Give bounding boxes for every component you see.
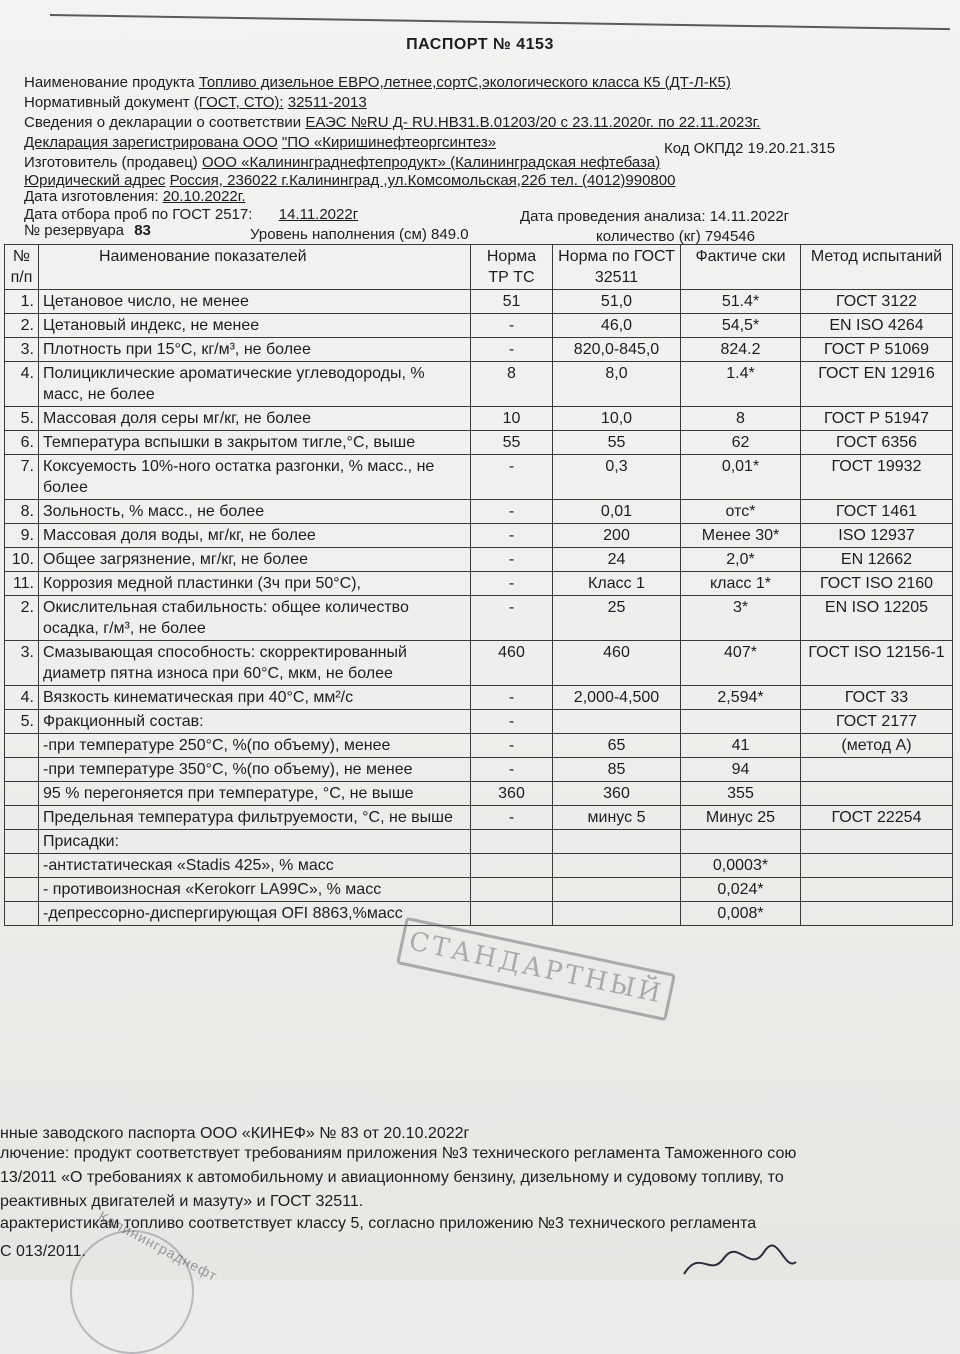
- row-number: 7.: [5, 455, 39, 500]
- row-norm-gost: Класс 1: [553, 572, 681, 596]
- row-number: [5, 830, 39, 854]
- row-test-method: ГОСТ 1461: [801, 500, 953, 524]
- footer-line-6: С 013/2011.: [0, 1243, 86, 1260]
- row-norm-trts: -: [471, 686, 553, 710]
- row-norm-trts: -: [471, 596, 553, 641]
- row-actual-value: 3*: [681, 596, 801, 641]
- declaration-value: ЕАЭС №RU Д- RU.НВ31.В.01203/20 с 23.11.2020г. по 22.11.2023г.: [305, 114, 761, 131]
- table-row: [5, 878, 953, 902]
- row-indicator-name: -при температуре 350°С, %(по объему), не менее: [39, 758, 471, 782]
- table-row: [5, 338, 953, 362]
- row-number: 11.: [5, 572, 39, 596]
- row-norm-trts: [471, 830, 553, 854]
- row-test-method: ГОСТ 33: [801, 686, 953, 710]
- row-indicator-name: Массовая доля серы мг/кг, не более: [39, 407, 471, 431]
- col-fact-header: Фактиче ски: [681, 245, 801, 290]
- sampling-date-line: Дата отбора проб по ГОСТ 2517: 14.11.2022г: [24, 206, 359, 223]
- table-row: [5, 290, 953, 314]
- row-norm-gost: 85: [553, 758, 681, 782]
- row-norm-gost: 8,0: [553, 362, 681, 407]
- row-norm-gost: 820,0-845,0: [553, 338, 681, 362]
- table-row: [5, 455, 953, 500]
- row-norm-trts: -: [471, 806, 553, 830]
- product-value: Топливо дизельное ЕВРО,летнее,сортС,экологического класса К5 (ДТ-Л-К5): [198, 74, 731, 91]
- row-test-method: [801, 854, 953, 878]
- row-indicator-name: Массовая доля воды, мг/кг, не более: [39, 524, 471, 548]
- standard-stamp: СТАНДАРТНЫЙ: [396, 917, 676, 1021]
- col-method-header: Метод испытаний: [801, 245, 953, 290]
- row-indicator-name: - противоизносная «Kerokorr LA99C», % масс: [39, 878, 471, 902]
- row-actual-value: 54,5*: [681, 314, 801, 338]
- row-actual-value: Менее 30*: [681, 524, 801, 548]
- row-indicator-name: Присадки:: [39, 830, 471, 854]
- table-row: [5, 782, 953, 806]
- row-number: 2.: [5, 596, 39, 641]
- row-actual-value: 0,008*: [681, 902, 801, 926]
- row-indicator-name: Коррозия медной пластинки (3ч при 50°С),: [39, 572, 471, 596]
- row-actual-value: 94: [681, 758, 801, 782]
- row-indicator-name: Общее загрязнение, мг/кг, не более: [39, 548, 471, 572]
- row-indicator-name: Фракционный состав:: [39, 710, 471, 734]
- row-number: [5, 854, 39, 878]
- normdoc-number: 32511-2013: [287, 94, 367, 111]
- row-number: [5, 806, 39, 830]
- row-test-method: ГОСТ 6356: [801, 431, 953, 455]
- row-test-method: ISO 12937: [801, 524, 953, 548]
- row-number: [5, 782, 39, 806]
- row-number: 5.: [5, 710, 39, 734]
- row-norm-gost: 65: [553, 734, 681, 758]
- quantity: количество (кг) 794546: [596, 228, 755, 245]
- table-row: [5, 758, 953, 782]
- row-actual-value: [681, 830, 801, 854]
- table-row: [5, 431, 953, 455]
- normdoc-line: Нормативный документ (ГОСТ, СТО): 32511-2013: [24, 94, 367, 111]
- row-indicator-name: Зольность, % масс., не более: [39, 500, 471, 524]
- row-test-method: [801, 830, 953, 854]
- row-indicator-name: -антистатическая «Stadis 425», % масс: [39, 854, 471, 878]
- table-row: [5, 641, 953, 686]
- row-actual-value: 8: [681, 407, 801, 431]
- table-row: [5, 596, 953, 641]
- table-row: [5, 686, 953, 710]
- spec-table: [4, 244, 953, 926]
- row-norm-gost: 0,3: [553, 455, 681, 500]
- row-test-method: EN 12662: [801, 548, 953, 572]
- row-norm-gost: 24: [553, 548, 681, 572]
- row-norm-gost: 25: [553, 596, 681, 641]
- manufacturer-line: Изготовитель (продавец) ООО «Калининграднефтепродукт» (Калининградская нефтебаза): [24, 154, 661, 171]
- row-indicator-name: Смазывающая способность: скорректированный диаметр пятна износа при 60°С, мкм, не более: [39, 641, 471, 686]
- round-seal-text: Калининграднефт: [95, 1207, 221, 1285]
- row-norm-gost: [553, 830, 681, 854]
- table-row: [5, 407, 953, 431]
- row-norm-trts: -: [471, 524, 553, 548]
- row-test-method: ГОСТ 3122: [801, 290, 953, 314]
- table-row: [5, 854, 953, 878]
- table-row: [5, 500, 953, 524]
- row-norm-trts: 360: [471, 782, 553, 806]
- footer-line-4: реактивных двигателей и мазуту» и ГОСТ 32511.: [0, 1193, 364, 1210]
- table-row: [5, 806, 953, 830]
- row-actual-value: 51.4*: [681, 290, 801, 314]
- row-test-method: EN ISO 4264: [801, 314, 953, 338]
- row-norm-trts: [471, 854, 553, 878]
- row-actual-value: [681, 710, 801, 734]
- row-norm-trts: -: [471, 314, 553, 338]
- row-test-method: ГОСТ Р 51947: [801, 407, 953, 431]
- col-no-header: № п/п: [5, 245, 39, 290]
- row-number: 1.: [5, 290, 39, 314]
- row-indicator-name: Коксуемость 10%-ного остатка разгонки, % масс., не более: [39, 455, 471, 500]
- tank-line: № резервуара 83: [24, 222, 151, 239]
- row-indicator-name: Температура вспышки в закрытом тигле,°С, выше: [39, 431, 471, 455]
- row-test-method: ГОСТ 22254: [801, 806, 953, 830]
- row-test-method: [801, 902, 953, 926]
- row-actual-value: класс 1*: [681, 572, 801, 596]
- row-number: 6.: [5, 431, 39, 455]
- table-row: [5, 710, 953, 734]
- col-trts-header: Норма ТР ТС: [471, 245, 553, 290]
- row-norm-gost: 460: [553, 641, 681, 686]
- row-norm-trts: 460: [471, 641, 553, 686]
- table-row: [5, 572, 953, 596]
- row-norm-gost: [553, 902, 681, 926]
- row-norm-trts: -: [471, 548, 553, 572]
- row-norm-gost: [553, 878, 681, 902]
- row-test-method: ГОСТ 2177: [801, 710, 953, 734]
- row-norm-trts: -: [471, 572, 553, 596]
- row-norm-trts: -: [471, 500, 553, 524]
- row-norm-gost: [553, 854, 681, 878]
- table-row: [5, 524, 953, 548]
- row-actual-value: 0,024*: [681, 878, 801, 902]
- row-norm-trts: -: [471, 758, 553, 782]
- row-norm-trts: [471, 902, 553, 926]
- okpd-code: Код ОКПД2 19.20.21.315: [664, 140, 836, 157]
- row-norm-gost: 200: [553, 524, 681, 548]
- row-actual-value: 2,0*: [681, 548, 801, 572]
- row-indicator-name: -депрессорно-диспергирующая OFI 8863,%масс: [39, 902, 471, 926]
- footer-line-3: 13/2011 «О требованиях к автомобильному и авиационному бензину, дизельному и судовому топливу, то: [0, 1169, 784, 1186]
- manufacture-date-line: Дата изготовления: 20.10.2022г.: [24, 188, 246, 205]
- row-indicator-name: Полициклические ароматические углеводороды, % масс, не более: [39, 362, 471, 407]
- row-indicator-name: Окислительная стабильность: общее количество осадка, г/м³, не более: [39, 596, 471, 641]
- row-number: 5.: [5, 407, 39, 431]
- row-norm-trts: -: [471, 734, 553, 758]
- footer-line-1: нные заводского паспорта ООО «КИНЕФ» № 83 от 20.10.2022г: [0, 1125, 470, 1142]
- row-norm-gost: 46,0: [553, 314, 681, 338]
- footer-line-2: лючение: продукт соответствует требованиям приложения №3 технического регламента Таможенного сою: [0, 1145, 797, 1162]
- legal-address-line: Юридический адрес Россия, 236022 г.Калининград ,ул.Комсомольская,22б тел. (4012)990800: [24, 172, 676, 189]
- row-actual-value: 2,594*: [681, 686, 801, 710]
- row-actual-value: отс*: [681, 500, 801, 524]
- row-number: [5, 878, 39, 902]
- row-norm-trts: 55: [471, 431, 553, 455]
- row-actual-value: Минус 25: [681, 806, 801, 830]
- row-norm-gost: 360: [553, 782, 681, 806]
- row-number: [5, 734, 39, 758]
- table-row: [5, 362, 953, 407]
- row-number: 2.: [5, 314, 39, 338]
- row-test-method: ГОСТ Р 51069: [801, 338, 953, 362]
- row-actual-value: 824.2: [681, 338, 801, 362]
- row-actual-value: 41: [681, 734, 801, 758]
- top-rule: [50, 14, 950, 30]
- row-number: 3.: [5, 338, 39, 362]
- row-actual-value: 355: [681, 782, 801, 806]
- row-number: 4.: [5, 362, 39, 407]
- row-actual-value: 407*: [681, 641, 801, 686]
- declaration-line: Сведения о декларации о соответствии ЕАЭС №RU Д- RU.НВ31.В.01203/20 с 23.11.2020г. по 22.11.2023г.: [24, 114, 761, 131]
- row-norm-trts: [471, 878, 553, 902]
- row-norm-gost: минус 5: [553, 806, 681, 830]
- row-indicator-name: Плотность при 15°С, кг/м³, не более: [39, 338, 471, 362]
- row-indicator-name: -при температуре 250°С, %(по объему), менее: [39, 734, 471, 758]
- row-norm-trts: 51: [471, 290, 553, 314]
- row-norm-trts: -: [471, 455, 553, 500]
- row-norm-gost: 10,0: [553, 407, 681, 431]
- row-number: 8.: [5, 500, 39, 524]
- row-norm-gost: [553, 710, 681, 734]
- row-number: 3.: [5, 641, 39, 686]
- row-indicator-name: Цетановое число, не менее: [39, 290, 471, 314]
- fill-level: Уровень наполнения (см) 849.0: [250, 226, 469, 243]
- row-number: 10.: [5, 548, 39, 572]
- table-row: [5, 548, 953, 572]
- row-test-method: ГОСТ EN 12916: [801, 362, 953, 407]
- table-row: [5, 902, 953, 926]
- page-title: ПАСПОРТ № 4153: [406, 36, 554, 53]
- row-indicator-name: 95 % перегоняется при температуре, °С, не выше: [39, 782, 471, 806]
- col-gost-header: Норма по ГОСТ 32511: [553, 245, 681, 290]
- row-test-method: ГОСТ 19932: [801, 455, 953, 500]
- table-header-row: [5, 245, 953, 290]
- row-norm-gost: 2,000-4,500: [553, 686, 681, 710]
- row-indicator-name: Цетановый индекс, не менее: [39, 314, 471, 338]
- row-test-method: (метод А): [801, 734, 953, 758]
- row-norm-gost: 55: [553, 431, 681, 455]
- row-actual-value: 0,0003*: [681, 854, 801, 878]
- row-indicator-name: Предельная температура фильтруемости, °С, не выше: [39, 806, 471, 830]
- row-test-method: ГОСТ ISO 12156-1: [801, 641, 953, 686]
- row-actual-value: 0,01*: [681, 455, 801, 500]
- row-norm-gost: 0,01: [553, 500, 681, 524]
- analysis-date: Дата проведения анализа: 14.11.2022г: [520, 208, 790, 225]
- row-test-method: ГОСТ ISO 2160: [801, 572, 953, 596]
- product-line: Наименование продукта Топливо дизельное ЕВРО,летнее,сортС,экологического класса К5 (ДТ-Л-К5): [24, 74, 731, 91]
- footer-line-5: арактеристикам топливо соответствует классу 5, согласно приложению №3 технического регламента: [0, 1215, 757, 1232]
- row-actual-value: 62: [681, 431, 801, 455]
- table-row: [5, 830, 953, 854]
- row-test-method: [801, 758, 953, 782]
- col-name-header: Наименование показателей: [39, 245, 471, 290]
- registered-line: Декларация зарегистрирована ООО "ПО «Киришинефтеоргсинтез»: [24, 134, 497, 151]
- row-norm-trts: 10: [471, 407, 553, 431]
- row-norm-trts: -: [471, 338, 553, 362]
- row-norm-trts: 8: [471, 362, 553, 407]
- row-actual-value: 1.4*: [681, 362, 801, 407]
- row-number: [5, 758, 39, 782]
- row-test-method: [801, 878, 953, 902]
- row-norm-gost: 51,0: [553, 290, 681, 314]
- row-number: 4.: [5, 686, 39, 710]
- signature: [680, 1244, 800, 1280]
- table-row: [5, 314, 953, 338]
- row-number: [5, 902, 39, 926]
- row-indicator-name: Вязкость кинематическая при 40°С, мм²/с: [39, 686, 471, 710]
- row-number: 9.: [5, 524, 39, 548]
- row-test-method: EN ISO 12205: [801, 596, 953, 641]
- row-test-method: [801, 782, 953, 806]
- table-row: [5, 734, 953, 758]
- row-norm-trts: -: [471, 710, 553, 734]
